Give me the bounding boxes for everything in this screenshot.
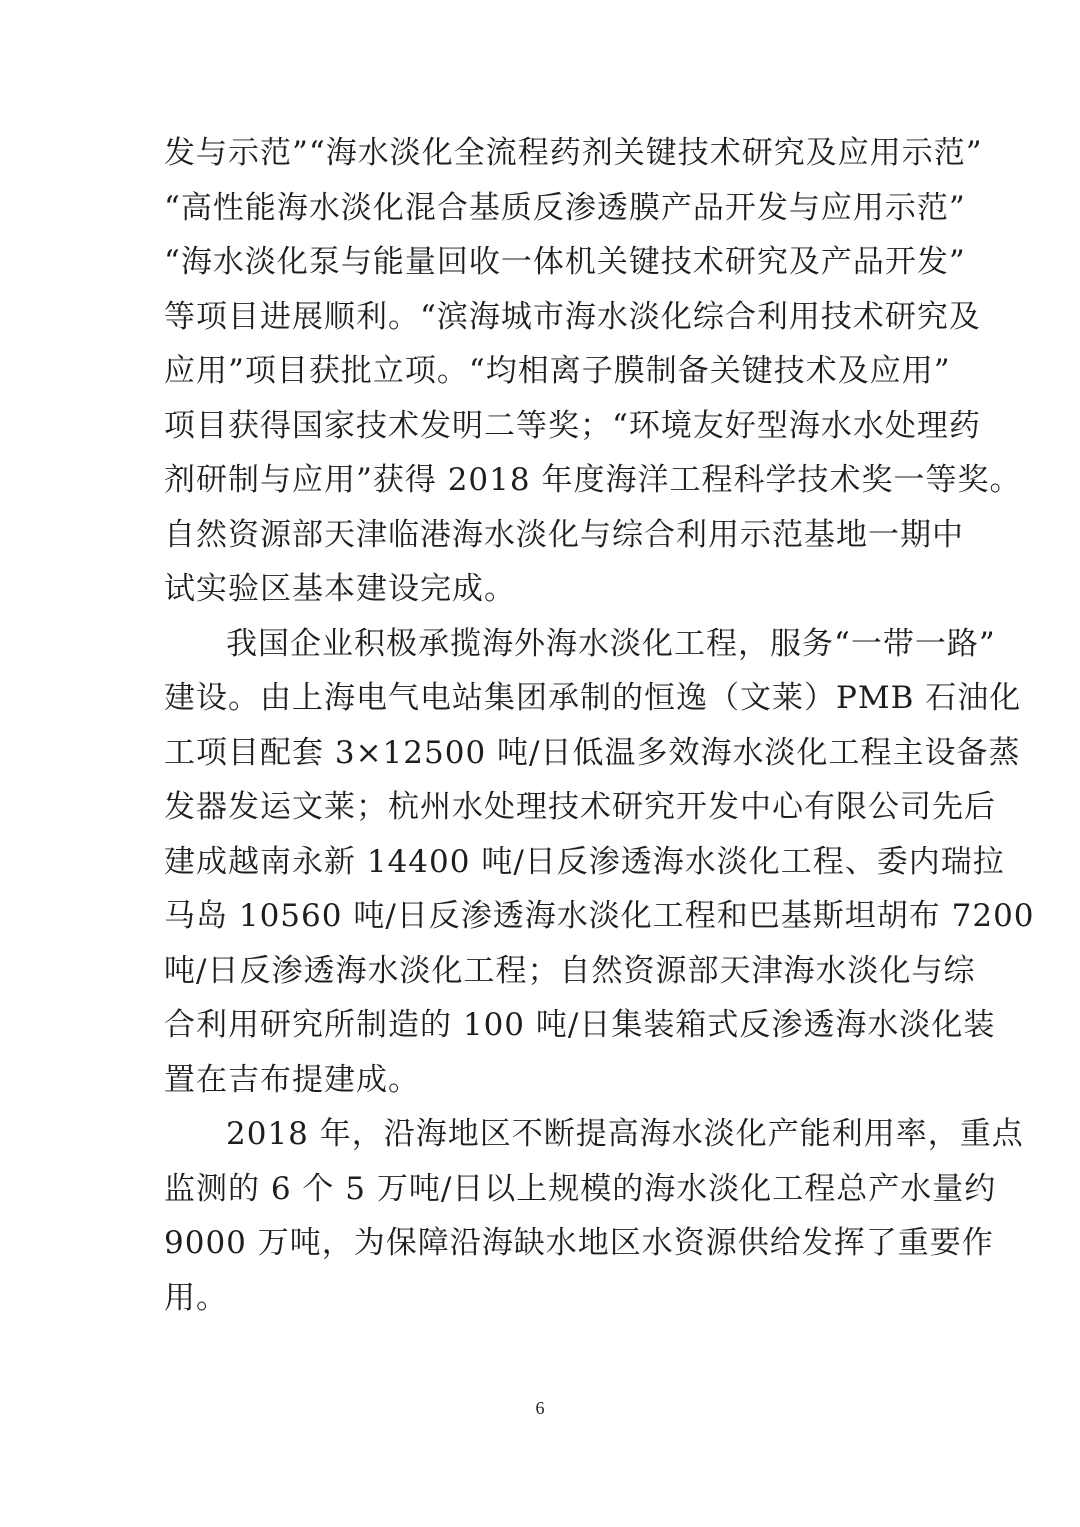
page-number: 6	[535, 1398, 545, 1418]
text-line: 合利用研究所制造的 100 吨/日集装箱式反渗透海水淡化装	[164, 1007, 996, 1043]
text-line: 马岛 10560 吨/日反渗透海水淡化工程和巴基斯坦胡布 7200	[164, 898, 1035, 934]
text-line: 建设。由上海电气电站集团承制的恒逸（文莱）PMB 石油化	[164, 680, 1022, 716]
text-line: 置在吉布提建成。	[164, 1061, 420, 1098]
text-line: 发器发运文莱；杭州水处理技术研究开发中心有限公司先后	[164, 789, 996, 825]
text-line: 9000 万吨，为保障沿海缺水地区水资源供给发挥了重要作	[164, 1225, 994, 1261]
text-line: 工项目配套 3×12500 吨/日低温多效海水淡化工程主设备蒸	[164, 734, 1021, 771]
text-line: 2018 年，沿海地区不断提高海水淡化产能利用率，重点	[226, 1116, 1024, 1152]
text-line: 吨/日反渗透海水淡化工程；自然资源部天津海水淡化与综	[164, 952, 976, 989]
text-line: 用。	[164, 1279, 228, 1316]
text-line: 自然资源部天津临港海水淡化与综合利用示范基地一期中	[164, 516, 964, 553]
text-line: “海水淡化泵与能量回收一体机关键技术研究及产品开发”	[164, 244, 966, 280]
text-line: 发与示范”“海水淡化全流程药剂关键技术研究及应用示范”	[164, 135, 983, 171]
text-line: 我国企业积极承揽海外海水淡化工程，服务“一带一路”	[226, 625, 996, 662]
text-line: 等项目进展顺利。“滨海城市海水淡化综合利用技术研究及	[164, 298, 981, 335]
text-line: 建成越南永新 14400 吨/日反渗透海水淡化工程、委内瑞拉	[164, 843, 1005, 880]
text-line: 剂研制与应用”获得 2018 年度海洋工程科学技术奖一等奖。	[164, 462, 1022, 498]
text-line: “高性能海水淡化混合基质反渗透膜产品开发与应用示范”	[164, 189, 966, 226]
text-line: 应用”项目获批立项。“均相离子膜制备关键技术及应用”	[164, 353, 951, 389]
text-line: 试实验区基本建设完成。	[164, 571, 516, 607]
text-line: 项目获得国家技术发明二等奖；“环境友好型海水水处理药	[164, 407, 981, 444]
body-text	[164, 126, 1035, 1325]
text-line: 监测的 6 个 5 万吨/日以上规模的海水淡化工程总产水量约	[164, 1170, 997, 1207]
